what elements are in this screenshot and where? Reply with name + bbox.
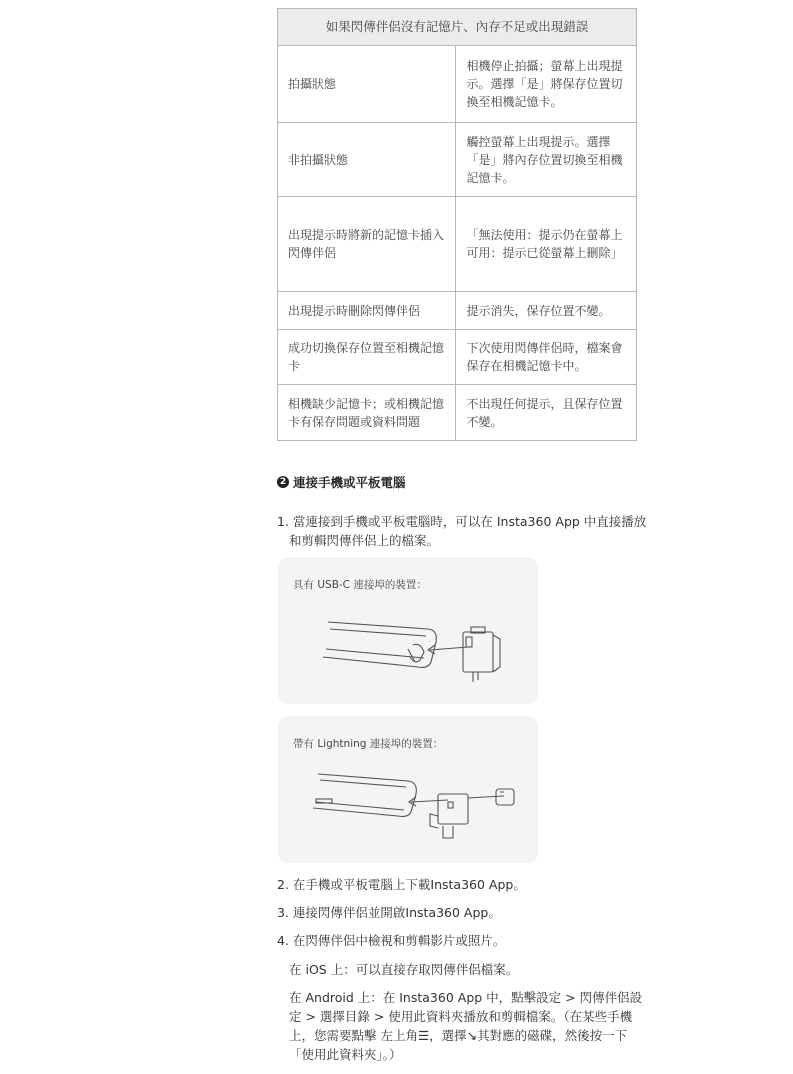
state-cell: 出現提示時將新的記憶卡插入閃傳伴侶 (278, 197, 456, 292)
table-header: 如果閃傳伴侶沒有記憶片、內存不足或出現錯誤 (278, 9, 637, 46)
step-1: 1. 當連接到手機或平板電腦時，可以在 Insta360 App 中直接播放和剪輯閃傳伴侶上的檔案。 (277, 514, 647, 548)
result-cell: 「無法使用：提示仍在螢幕上 可用：提示已從螢幕上刪除」 (456, 197, 637, 292)
usbc-figure-label: 具有 USB-C 連接埠的裝置： (293, 579, 427, 591)
usbc-illustration (278, 557, 538, 704)
lightning-figure-label: 帶有 Lightning 連接埠的裝置： (293, 738, 444, 750)
result-cell: 相機停止拍攝；螢幕上出現提示。選擇「是」將保存位置切換至相機記憶卡。 (456, 46, 637, 123)
table-row (278, 330, 637, 385)
result-cell: 提示消失，保存位置不變。 (456, 292, 637, 330)
result-cell: 觸控螢幕上出現提示。選擇「是」將內存位置切換至相機記憶卡。 (456, 123, 637, 197)
section-number-badge: 2 (277, 476, 289, 488)
step-2: 2. 在手機或平板電腦上下載Insta360 App。 (277, 877, 526, 892)
ios-instruction: 在 iOS 上：可以直接存取閃傳伴侶檔案。 (289, 962, 519, 977)
table-row (278, 385, 637, 441)
table-row (278, 292, 637, 330)
result-cell: 不出現任何提示，且保存位置不變。 (456, 385, 637, 441)
step-4: 4. 在閃傳伴侶中檢視和剪輯影片或照片。 (277, 933, 506, 948)
error-table (277, 8, 637, 441)
lightning-figure (278, 716, 538, 863)
state-cell: 相機缺少記憶卡；或相機記憶卡有保存問題或資料問題 (278, 385, 456, 441)
usbc-figure (278, 557, 538, 704)
android-instruction: 在 Android 上：在 Insta360 App 中，點擊設定 > 閃傳伴侶設定 > 選擇目錄 > 使用此資料夾播放和剪輯檔案。（在某些手機上，您需要點擊 左上角☰，選擇↘其對應的磁碟，然後按一下「使用此資料夾」。） (289, 990, 643, 1062)
result-cell: 下次使用閃傳伴侶時，檔案會保存在相機記憶卡中。 (456, 330, 637, 385)
table-row (278, 46, 637, 123)
table-row (278, 197, 637, 292)
section-title: 連接手機或平板電腦 (293, 475, 406, 490)
step-3: 3. 連接閃傳伴侶並開啟Insta360 App。 (277, 905, 501, 920)
lightning-illustration (278, 716, 538, 863)
state-cell: 拍攝狀態 (278, 46, 456, 123)
table-row (278, 123, 637, 197)
state-cell: 非拍攝狀態 (278, 123, 456, 197)
state-cell: 出現提示時刪除閃傳伴侶 (278, 292, 456, 330)
state-cell: 成功切換保存位置至相機記憶卡 (278, 330, 456, 385)
section-heading (277, 473, 406, 491)
